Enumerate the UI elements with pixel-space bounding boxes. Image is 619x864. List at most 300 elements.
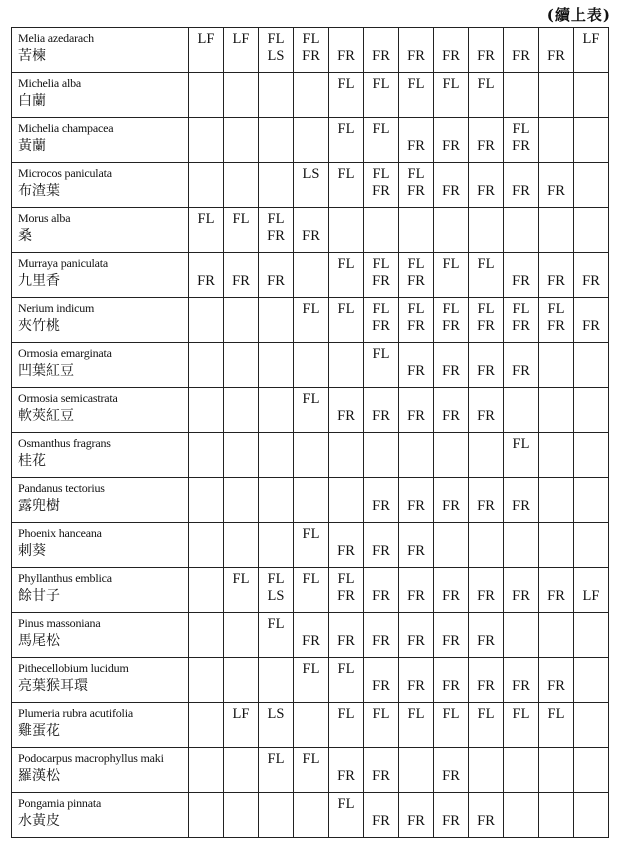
month-cell — [294, 523, 329, 568]
phenology-code-lower: FR — [547, 588, 565, 604]
species-cell — [12, 613, 189, 658]
month-cell — [329, 523, 364, 568]
month-cell-content — [259, 568, 293, 612]
month-cell — [329, 73, 364, 118]
month-cell — [504, 208, 539, 253]
scientific-name: Pithecellobium lucidum — [18, 661, 129, 675]
month-cell — [574, 298, 609, 343]
month-cell — [189, 433, 224, 478]
month-cell-content — [224, 388, 258, 432]
month-cell-content — [189, 253, 223, 297]
scientific-name: Nerium indicum — [18, 301, 95, 315]
month-cell — [329, 703, 364, 748]
phenology-code-lower: FR — [442, 138, 460, 154]
month-cell — [259, 118, 294, 163]
month-cell-content — [189, 478, 223, 522]
phenology-code-upper: FL — [337, 301, 355, 317]
month-cell — [504, 343, 539, 388]
month-cell — [224, 118, 259, 163]
month-cell — [539, 568, 574, 613]
month-cell — [539, 298, 574, 343]
month-cell — [469, 703, 504, 748]
phenology-code-lower: FR — [477, 813, 495, 829]
month-cell — [399, 28, 434, 73]
month-cell-content — [294, 118, 328, 162]
table-row — [12, 28, 609, 73]
month-cell — [259, 208, 294, 253]
phenology-code-lower: FR — [477, 588, 495, 604]
month-cell — [259, 613, 294, 658]
month-cell — [434, 28, 469, 73]
month-cell-content — [364, 343, 398, 387]
month-cell — [189, 658, 224, 703]
month-cell — [294, 28, 329, 73]
phenology-code-upper: FL — [302, 661, 320, 677]
phenology-code-upper: FL — [407, 301, 425, 317]
phenology-code-upper: FL — [477, 301, 495, 317]
month-cell — [189, 793, 224, 838]
phenology-table — [11, 27, 609, 838]
month-cell — [189, 298, 224, 343]
month-cell-content — [329, 163, 363, 207]
month-cell-content — [329, 388, 363, 432]
month-cell-content — [434, 523, 468, 567]
chinese-name: 刺葵 — [18, 543, 46, 559]
month-cell-content — [259, 658, 293, 702]
month-cell-content — [294, 613, 328, 657]
phenology-code-upper: FL — [477, 256, 495, 272]
month-cell-content — [294, 433, 328, 477]
month-cell-content — [504, 478, 538, 522]
month-cell — [189, 343, 224, 388]
month-cell — [259, 253, 294, 298]
phenology-code-upper: FL — [302, 751, 320, 767]
phenology-code-lower: FR — [407, 588, 425, 604]
month-cell-content — [294, 28, 328, 72]
month-cell — [434, 613, 469, 658]
month-cell-content — [399, 73, 433, 117]
month-cell — [574, 118, 609, 163]
month-cell — [224, 793, 259, 838]
month-cell-content — [364, 73, 398, 117]
scientific-name: Pinus massoniana — [18, 616, 101, 630]
month-cell — [259, 703, 294, 748]
month-cell — [469, 298, 504, 343]
scientific-name: Phyllanthus emblica — [18, 571, 112, 585]
month-cell-content — [224, 28, 258, 72]
month-cell-content — [259, 298, 293, 342]
month-cell — [504, 118, 539, 163]
month-cell — [259, 478, 294, 523]
month-cell — [294, 658, 329, 703]
month-cell — [574, 568, 609, 613]
phenology-code-upper: FL — [512, 706, 530, 722]
month-cell-content — [294, 478, 328, 522]
phenology-code-upper: FL — [337, 796, 355, 812]
phenology-code-lower: FR — [302, 48, 320, 64]
month-cell — [294, 163, 329, 208]
month-cell — [469, 613, 504, 658]
phenology-code-lower: FR — [512, 498, 530, 514]
month-cell — [259, 568, 294, 613]
month-cell-content — [574, 208, 608, 252]
month-cell-content — [504, 118, 538, 162]
month-cell — [399, 523, 434, 568]
month-cell-content — [539, 568, 573, 612]
month-cell-content — [469, 658, 503, 702]
month-cell-content — [504, 28, 538, 72]
month-cell-content — [329, 118, 363, 162]
month-cell-content — [434, 163, 468, 207]
month-cell — [434, 298, 469, 343]
table-row — [12, 433, 609, 478]
month-cell — [504, 28, 539, 73]
month-cell — [189, 118, 224, 163]
month-cell-content — [399, 118, 433, 162]
month-cell-content — [224, 568, 258, 612]
month-cell-content — [329, 208, 363, 252]
month-cell-content — [399, 163, 433, 207]
month-cell — [189, 163, 224, 208]
month-cell — [539, 343, 574, 388]
month-cell — [399, 568, 434, 613]
phenology-code-upper: FL — [372, 166, 390, 182]
month-cell-content — [189, 433, 223, 477]
month-cell-content — [574, 748, 608, 792]
month-cell-content — [364, 208, 398, 252]
month-cell-content — [189, 388, 223, 432]
month-cell-content — [329, 658, 363, 702]
month-cell-content — [539, 703, 573, 747]
month-cell-content — [539, 343, 573, 387]
month-cell-content — [469, 28, 503, 72]
phenology-code-lower: LS — [267, 588, 285, 604]
month-cell — [294, 613, 329, 658]
month-cell — [329, 793, 364, 838]
month-cell-content — [469, 613, 503, 657]
chinese-name: 馬尾松 — [18, 633, 60, 649]
month-cell-content — [469, 793, 503, 837]
phenology-code-lower: FR — [372, 183, 390, 199]
month-cell — [434, 208, 469, 253]
phenology-code-lower: FR — [512, 48, 530, 64]
month-cell-content — [574, 433, 608, 477]
phenology-code-upper: FL — [337, 121, 355, 137]
month-cell — [224, 28, 259, 73]
month-cell — [399, 658, 434, 703]
phenology-code-upper: FL — [337, 76, 355, 92]
month-cell — [259, 748, 294, 793]
month-cell-content — [504, 298, 538, 342]
chinese-name: 桑 — [18, 228, 32, 244]
month-cell — [539, 703, 574, 748]
phenology-code-lower: FR — [512, 363, 530, 379]
month-cell — [224, 253, 259, 298]
month-cell-content — [469, 478, 503, 522]
month-cell-content — [434, 343, 468, 387]
month-cell — [224, 748, 259, 793]
month-cell — [329, 343, 364, 388]
month-cell-content — [469, 343, 503, 387]
chinese-name: 亮葉猴耳環 — [18, 678, 88, 694]
phenology-code-lower: FR — [407, 813, 425, 829]
month-cell — [329, 568, 364, 613]
month-cell — [364, 208, 399, 253]
month-cell — [539, 613, 574, 658]
month-cell-content — [259, 793, 293, 837]
phenology-code-lower: FR — [407, 183, 425, 199]
month-cell-content — [189, 208, 223, 252]
month-cell-content — [329, 343, 363, 387]
month-cell — [574, 343, 609, 388]
phenology-code-lower: FR — [512, 678, 530, 694]
month-cell — [469, 433, 504, 478]
month-cell-content — [224, 208, 258, 252]
phenology-code-lower: FR — [442, 408, 460, 424]
month-cell-content — [399, 433, 433, 477]
phenology-code-lower: FR — [372, 318, 390, 334]
chinese-name: 苦楝 — [18, 48, 46, 64]
month-cell — [539, 523, 574, 568]
phenology-code-upper: FL — [442, 301, 460, 317]
month-cell-content — [574, 118, 608, 162]
phenology-code-lower: FR — [442, 768, 460, 784]
continued-label: (續上表) — [546, 6, 611, 24]
month-cell-content — [259, 73, 293, 117]
month-cell — [469, 478, 504, 523]
month-cell-content — [329, 478, 363, 522]
month-cell — [364, 253, 399, 298]
chinese-name: 雞蛋花 — [18, 723, 60, 739]
table-row — [12, 478, 609, 523]
phenology-code-lower: FR — [582, 318, 600, 334]
chinese-name: 凹葉紅豆 — [18, 363, 74, 379]
month-cell — [574, 208, 609, 253]
phenology-code-lower: FR — [547, 273, 565, 289]
month-cell-content — [469, 703, 503, 747]
month-cell — [504, 388, 539, 433]
month-cell — [329, 298, 364, 343]
month-cell — [539, 793, 574, 838]
month-cell — [329, 28, 364, 73]
month-cell-content — [259, 208, 293, 252]
month-cell-content — [224, 613, 258, 657]
month-cell-content — [399, 478, 433, 522]
month-cell-content — [574, 568, 608, 612]
month-cell-content — [224, 343, 258, 387]
month-cell-content — [294, 388, 328, 432]
month-cell — [469, 118, 504, 163]
month-cell — [259, 388, 294, 433]
month-cell — [329, 118, 364, 163]
table-row — [12, 613, 609, 658]
month-cell — [224, 568, 259, 613]
month-cell — [574, 613, 609, 658]
month-cell-content — [259, 703, 293, 747]
month-cell-content — [294, 523, 328, 567]
month-cell — [434, 73, 469, 118]
month-cell-content — [399, 253, 433, 297]
phenology-code-lower: FR — [372, 48, 390, 64]
month-cell-content — [539, 658, 573, 702]
table-row — [12, 343, 609, 388]
month-cell — [434, 703, 469, 748]
phenology-code-lower: FR — [407, 633, 425, 649]
month-cell-content — [189, 658, 223, 702]
phenology-code-upper: FL — [442, 256, 460, 272]
month-cell — [574, 73, 609, 118]
phenology-code-upper: FL — [302, 31, 320, 47]
chinese-name: 軟莢紅豆 — [18, 408, 74, 424]
month-cell-content — [189, 703, 223, 747]
month-cell-content — [469, 298, 503, 342]
month-cell — [399, 748, 434, 793]
month-cell-content — [364, 118, 398, 162]
month-cell-content — [504, 343, 538, 387]
phenology-code-upper: FL — [477, 706, 495, 722]
month-cell — [469, 748, 504, 793]
month-cell-content — [434, 253, 468, 297]
month-cell — [469, 28, 504, 73]
month-cell — [469, 73, 504, 118]
phenology-code-lower: FR — [267, 273, 285, 289]
phenology-code-lower: FR — [477, 633, 495, 649]
phenology-code-lower: FR — [442, 813, 460, 829]
month-cell-content — [469, 748, 503, 792]
phenology-code-upper: FL — [547, 706, 565, 722]
month-cell-content — [259, 343, 293, 387]
month-cell-content — [189, 523, 223, 567]
month-cell-content — [539, 163, 573, 207]
phenology-code-lower: FR — [407, 543, 425, 559]
month-cell — [574, 793, 609, 838]
month-cell-content — [294, 568, 328, 612]
phenology-code-lower: FR — [407, 273, 425, 289]
phenology-code-upper: LF — [582, 31, 600, 47]
phenology-code-lower: FR — [547, 678, 565, 694]
month-cell — [574, 478, 609, 523]
phenology-code-upper: FL — [337, 166, 355, 182]
phenology-code-lower: FR — [372, 408, 390, 424]
month-cell — [399, 703, 434, 748]
month-cell — [189, 523, 224, 568]
month-cell-content — [539, 613, 573, 657]
month-cell-content — [434, 433, 468, 477]
phenology-code-lower: FR — [477, 678, 495, 694]
month-cell-content — [224, 298, 258, 342]
month-cell-content — [469, 523, 503, 567]
chinese-name: 九里香 — [18, 273, 60, 289]
phenology-code-upper: FL — [337, 256, 355, 272]
chinese-name: 黃蘭 — [18, 138, 46, 154]
month-cell-content — [189, 343, 223, 387]
species-cell — [12, 568, 189, 613]
phenology-code-lower: FR — [442, 363, 460, 379]
scientific-name: Ormosia semicastrata — [18, 391, 118, 405]
month-cell-content — [329, 28, 363, 72]
phenology-code-upper: LF — [232, 706, 250, 722]
table-row — [12, 253, 609, 298]
month-cell-content — [399, 298, 433, 342]
month-cell — [574, 28, 609, 73]
month-cell-content — [224, 703, 258, 747]
phenology-code-lower: FR — [407, 363, 425, 379]
month-cell-content — [469, 388, 503, 432]
month-cell — [189, 253, 224, 298]
species-cell — [12, 433, 189, 478]
month-cell-content — [469, 208, 503, 252]
scientific-name: Michelia alba — [18, 76, 82, 90]
month-cell — [399, 163, 434, 208]
month-cell — [504, 658, 539, 703]
month-cell-content — [224, 73, 258, 117]
month-cell-content — [504, 613, 538, 657]
phenology-code-upper: FL — [232, 571, 250, 587]
month-cell — [434, 388, 469, 433]
phenology-code-lower: FR — [372, 813, 390, 829]
phenology-code-lower: FR — [477, 408, 495, 424]
phenology-code-lower: FR — [477, 138, 495, 154]
month-cell-content — [434, 568, 468, 612]
month-cell-content — [294, 208, 328, 252]
phenology-code-lower: FR — [512, 183, 530, 199]
month-cell-content — [294, 163, 328, 207]
scientific-name: Phoenix hanceana — [18, 526, 102, 540]
month-cell-content — [539, 523, 573, 567]
month-cell-content — [294, 703, 328, 747]
chinese-name: 餘甘子 — [18, 588, 60, 604]
month-cell — [224, 208, 259, 253]
month-cell — [399, 433, 434, 478]
month-cell-content — [329, 298, 363, 342]
month-cell-content — [364, 253, 398, 297]
month-cell-content — [399, 523, 433, 567]
phenology-code-upper: FL — [302, 526, 320, 542]
month-cell — [189, 478, 224, 523]
phenology-code-upper: FL — [512, 436, 530, 452]
month-cell-content — [399, 703, 433, 747]
month-cell — [259, 343, 294, 388]
phenology-code-upper: FL — [267, 616, 285, 632]
month-cell-content — [399, 208, 433, 252]
table-row — [12, 658, 609, 703]
month-cell — [434, 793, 469, 838]
month-cell — [399, 613, 434, 658]
scientific-name: Morus alba — [18, 211, 71, 225]
month-cell-content — [224, 523, 258, 567]
month-cell — [504, 478, 539, 523]
month-cell — [504, 523, 539, 568]
species-cell — [12, 118, 189, 163]
month-cell — [259, 433, 294, 478]
phenology-code-lower: FR — [407, 48, 425, 64]
month-cell — [434, 478, 469, 523]
month-cell — [434, 343, 469, 388]
month-cell — [504, 748, 539, 793]
month-cell — [224, 73, 259, 118]
month-cell — [189, 73, 224, 118]
month-cell-content — [224, 163, 258, 207]
month-cell — [294, 208, 329, 253]
species-cell — [12, 163, 189, 208]
month-cell — [364, 658, 399, 703]
month-cell — [224, 388, 259, 433]
chinese-name: 水黃皮 — [18, 813, 60, 829]
month-cell-content — [329, 748, 363, 792]
phenology-code-lower: FR — [337, 408, 355, 424]
table-row — [12, 793, 609, 838]
month-cell-content — [539, 118, 573, 162]
